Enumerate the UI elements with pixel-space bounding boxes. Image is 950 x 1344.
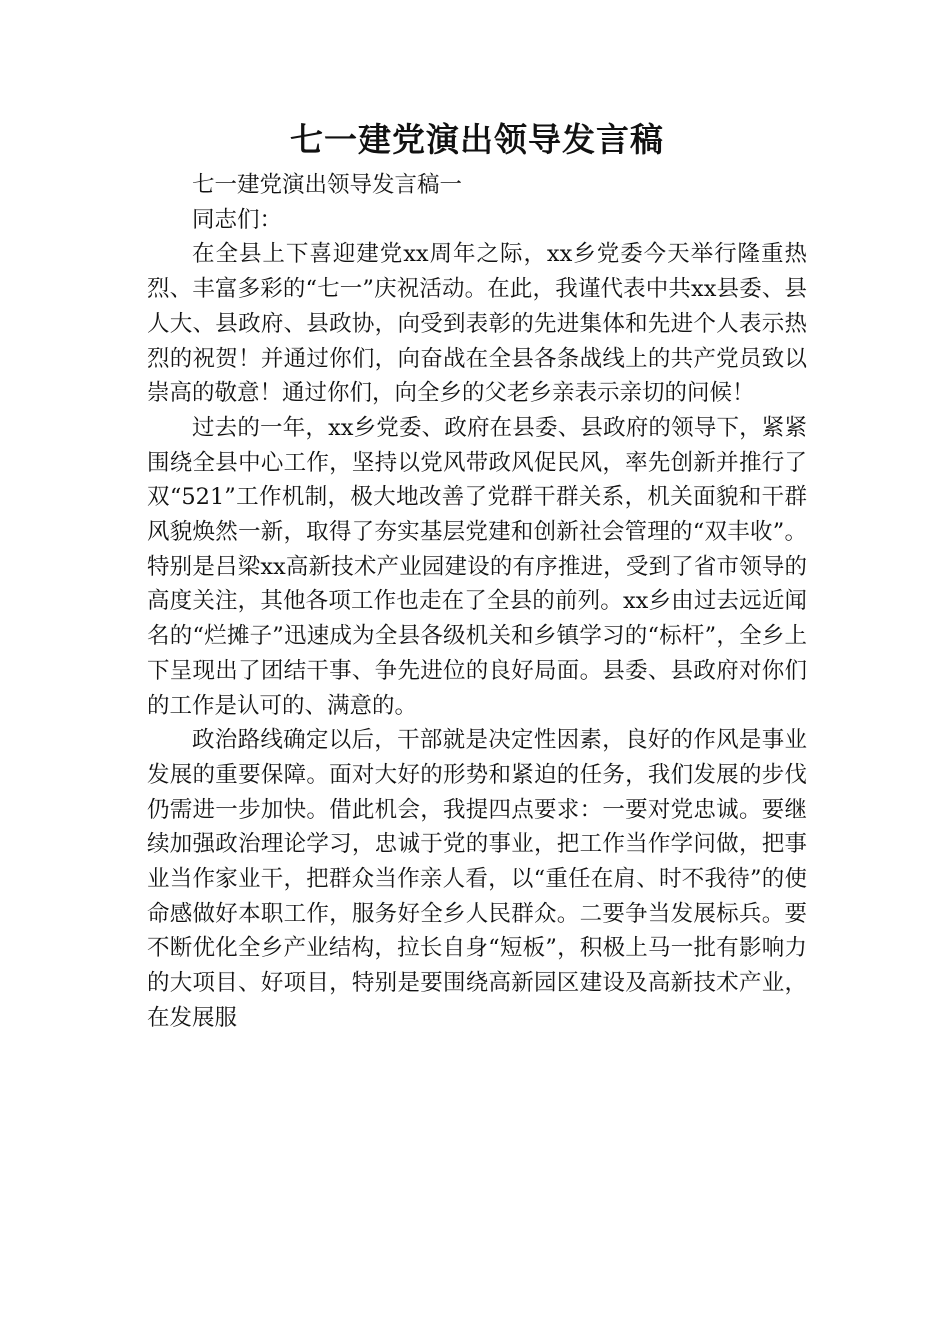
salutation: 同志们： <box>192 206 283 233</box>
paragraph-1: 在全县上下喜迎建党xx周年之际，xx乡党委今天举行隆重热烈、丰富多彩的“七一”庆祝活动。在此，我谨代表中共xx县委、县人大、县政府、县政协，向受到表彰的先进集体和先进个人表示热烈的祝贺！并通过你们，向奋战在全县各条战线上的共产党员致以崇高的敬意！通过你们，向全乡的父老乡亲表示亲切的问候！ <box>147 241 807 407</box>
document-title: 七一建党演出领导发言稿 <box>290 120 664 159</box>
paragraph-3: 政治路线确定以后，干部就是决定性因素，良好的作风是事业发展的重要保障。面对大好的形势和紧迫的任务，我们发展的步伐仍需进一步加快。借此机会，我提四点要求：一要对党忠诚。要继续加强政治理论学习，忠诚于党的事业，把工作当作学问做，把事业当作家业干，把群众当作亲人看，以“重任在肩、时不我待”的使命感做好本职工作，服务好全乡人民群众。二要争当发展标兵。要不断优化全乡产业结构，拉长自身“短板”，积极上马一批有影响力的大项目、好项目，特别是要围绕高新园区建设及高新技术产业，在发展服 <box>147 727 807 1031</box>
paragraph-2: 过去的一年，xx乡党委、政府在县委、县政府的领导下，紧紧围绕全县中心工作，坚持以党风带政风促民风，率先创新并推行了双“521”工作机制，极大地改善了党群干群关系，机关面貌和干群风貌焕然一新，取得了夯实基层党建和创新社会管理的“双丰收”。特别是吕梁xx高新技术产业园建设的有序推进，受到了省市领导的高度关注，其他各项工作也走在了全县的前列。xx乡由过去远近闻名的“烂摊子”迅速成为全县各级机关和乡镇学习的“标杆”，全乡上下呈现出了团结干事、争先进位的良好局面。县委、县政府对你们的工作是认可的、满意的。 <box>147 414 807 719</box>
section-heading: 七一建党演出领导发言稿一 <box>192 172 463 198</box>
document-body <box>147 168 807 1036</box>
